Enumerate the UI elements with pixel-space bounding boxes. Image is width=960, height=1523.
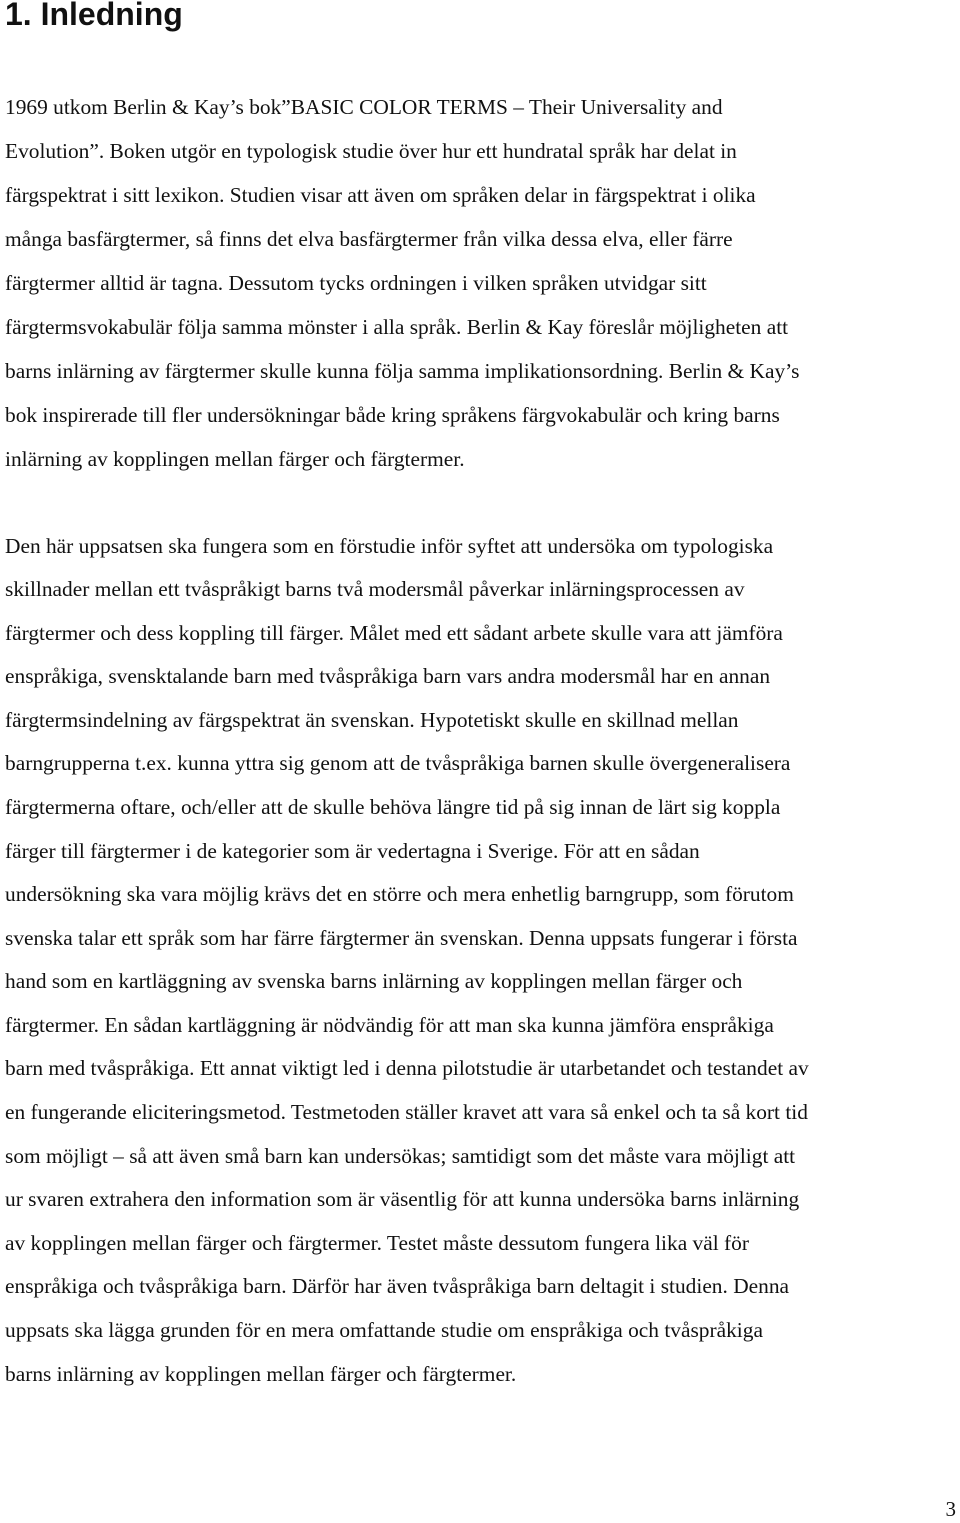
section-heading: 1. Inledning [5,0,183,32]
text-line: färgspektrat i sitt lexikon. Studien visar att även om språken delar in färgspektrat i olika [5,183,756,207]
text-line: färger till färgtermer i de kategorier som är vedertagna i Sverige. För att en sådan [5,839,700,863]
text-line: enspråkiga och tvåspråkiga barn. Därför har även tvåspråkiga barn deltagit i studien. Denna [5,1274,790,1298]
text-line: enspråkiga, svensktalande barn med tvåspråkiga barn vars andra modersmål har en annan [5,664,771,688]
text-line: färgtermsindelning av färgspektrat än svenskan. Hypotetiskt skulle en skillnad mellan [5,708,739,732]
text-line: färgtermerna oftare, och/eller att de skulle behöva längre tid på sig innan de lärt sig koppla [5,795,781,819]
text-line: skillnader mellan ett tvåspråkigt barns två modersmål påverkar inlärningsprocessen av [5,577,745,601]
text-line: ur svaren extrahera den information som är väsentlig för att kunna undersöka barns inlärning [5,1187,800,1211]
text-line: en fungerande eliciteringsmetod. Testmetoden ställer kravet att vara så enkel och ta så kort tid [5,1100,808,1124]
text-line: färgtermsvokabulär följa samma mönster i alla språk. Berlin & Kay föreslår möjligheten att [5,315,789,339]
text-line: färgtermer och dess koppling till färger. Målet med ett sådant arbete skulle vara att jämföra [5,621,783,645]
text-line: inlärning av kopplingen mellan färger och färgtermer. [5,447,465,471]
text-line: svenska talar ett språk som har färre färgtermer än svenskan. Denna uppsats fungerar i första [5,926,798,950]
text-line: uppsats ska lägga grunden för en mera omfattande studie om enspråkiga och tvåspråkiga [5,1318,763,1342]
text-line: barn med tvåspråkiga. Ett annat viktigt led i denna pilotstudie är utarbetandet och testandet av [5,1056,809,1080]
text-line: hand som en kartläggning av svenska barns inlärning av kopplingen mellan färger och [5,969,743,993]
page-number: 3 [945,1497,956,1521]
text-line: av kopplingen mellan färger och färgtermer. Testet måste dessutom fungera lika väl för [5,1231,749,1255]
text-line: många basfärgtermer, så finns det elva basfärgtermer från vilka dessa elva, eller färre [5,227,733,251]
text-line: barngrupperna t.ex. kunna yttra sig genom att de tvåspråkiga barnen skulle övergeneralisera [5,751,791,775]
text-line: färgtermer. En sådan kartläggning är nödvändig för att man ska kunna jämföra enspråkiga [5,1013,774,1037]
text-line: barns inlärning av kopplingen mellan färger och färgtermer. [5,1362,517,1386]
text-line: 1969 utkom Berlin & Kay’s bok”BASIC COLOR TERMS – Their Universality and [5,95,723,119]
text-line: som möjligt – så att även små barn kan undersökas; samtidigt som det måste vara möjligt att [5,1144,796,1168]
text-line: bok inspirerade till fler undersökningar både kring språkens färgvokabulär och kring barns [5,403,780,427]
text-line: undersökning ska vara möjlig krävs det en större och mera enhetlig barngrupp, som förutom [5,882,794,906]
text-line: Evolution”. Boken utgör en typologisk studie över hur ett hundratal språk har delat in [5,139,737,163]
text-line: färgtermer alltid är tagna. Dessutom tycks ordningen i vilken språken utvidgar sitt [5,271,707,295]
text-line: Den här uppsatsen ska fungera som en förstudie inför syftet att undersöka om typologiska [5,534,774,558]
text-line: barns inlärning av färgtermer skulle kunna följa samma implikationsordning. Berlin & Kay’s [5,359,800,383]
